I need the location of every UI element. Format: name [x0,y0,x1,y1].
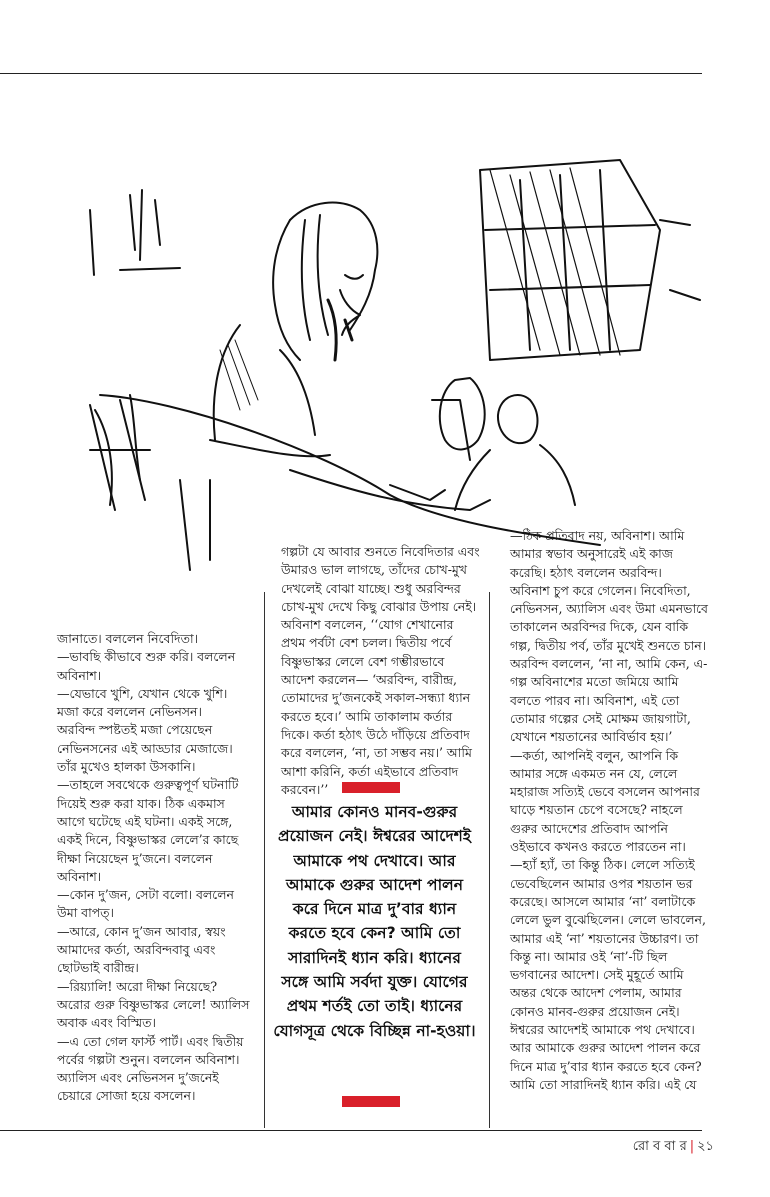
article-column-1: জানাতে। বললেন নিবেদিতা। —ভাবছি কীভাবে শুরু করি। বললেন অবিনাশ। —যেভাবে খুশি, যেখান থেকে খুশি। মজা করে বললেন নেভিনসন। অরবিন্দ স্পষ্টতই মজা পেয়েছেন নেভিনসনের এই আড্ডার মেজাজে। তাঁর মুখেও হালকা উসকানি। —তাহলে সবথেকে গুরুত্বপূর্ণ ঘটনাটি দিয়েই শুরু করা যাক। ঠিক একমাস আগে ঘটেছে এই ঘটনা। একই সঙ্গে, একই দিনে, বিষ্ণুভাস্কর লেলে’র কাছে দীক্ষা নিয়েছেন দু’জনে। বললেন অবিনাশ। —কোন দু’জন, সেটা বলো। বললেন উমা বাপত্। —আরে, কোন দু’জন আবার, স্বয়ং আমাদের কর্তা, অরবিন্দবাবু এবং ছোটভাই বারীন্দ্র। —রিয়্যালি! অরো দীক্ষা নিয়েছে? অরোর গুরু বিষ্ণুভাস্কর লেলে! অ্যালিস অবাক এবং বিস্মিত। —এ তো গেল ফার্স্ট পার্ট। এবং দ্বিতীয় পর্বের গল্পটা শুনুন। বললেন অবিনাশ। অ্যালিস এবং নেভিনসন দু’জনেই চেয়ারে সোজা হয়ে বসলেন। [57,631,250,1104]
article-column-2: গল্পটা যে আবার শুনতে নিবেদিতার এবং উমারও ভাল লাগছে, তাঁদের চোখ-মুখ দেখলেই বোঝা যাচ্ছে। শুধু অরবিন্দর চোখ-মুখ দেখে কিছু বোঝার উপায় নেই। অবিনাশ বললেন, ‘‘যোগ শেখানোর প্রথম পর্বটা বেশ চলল। দ্বিতীয় পর্বে বিষ্ণুভাস্কর লেলে বেশ গম্ভীরভাবে আদেশ করলেন— ‘অরবিন্দ, বারীন্দ্র, তোমাদের দু’জনকেই সকাল-সন্ধ্যা ধ্যান করতে হবে।’ আমি তাকালাম কর্তার দিকে। কর্তা হঠাৎ উঠে দাঁড়িয়ে প্রতিবাদ করে বললেন, ‘না, তা সম্ভব নয়।’ আমি আশা করিনি, কর্তা এইভাবে প্রতিবাদ করবেন।’’ [281,544,480,797]
footer-separator: | [689,1139,695,1154]
pull-quote-top-bar [342,782,400,793]
column-divider [264,592,265,1128]
article-column-3: —ঠিক প্রতিবাদ নয়, অবিনাশ। আমি আমার স্বভাব অনুসারেই এই কাজ করেছি। হঠাৎ বললেন অরবিন্দ। অবিনাশ চুপ করে গেলেন। নিবেদিতা, নেভিনসন, অ্যালিস এবং উমা এমনভাবে তাকালেন অরবিন্দর দিকে, যেন বাকি গল্প, দ্বিতীয় পর্ব, তাঁর মুখেই শুনতে চান। অরবিন্দ বললেন, ‘না না, আমি কেন, এ-গল্প অবিনাশের মতো জমিয়ে আমি বলতে পারব না। অবিনাশ, এই তো তোমার গল্পের সেই মোক্ষম জায়গাটা, যেখানে শয়তানের আবির্ভাব হয়।’ —কর্তা, আপনিই বলুন, আপনি কি আমার সঙ্গে একমত নন যে, লেলে মহারাজ সত্যিই ভেবে বসলেন আপনার ঘাড়ে শয়তান চেপে বসেছে? নাহলে গুরুর আদেশের প্রতিবাদ আপনি ওইভাবে কখনও করতে পারতেন না। —হ্যাঁ হ্যাঁ, তা কিন্তু ঠিক। লেলে সত্যিই ভেবেছিলেন আমার ওপর শয়তান ভর করেছে। আসলে আমার ‘না’ বলাটাকে লেলে ভুল বুঝেছিলেন। লেলে ভাবলেন, আমার এই ‘না’ শয়তানের উচ্চারণ। তা কিন্তু না। আমার ওই ‘না’-টি ছিল ভগবানের আদেশ। সেই মুহূর্তে আমি অন্তর থেকে আদেশ পেলাম, আমার কোনও মানব-গুরুর প্রয়োজন নেই। ঈশ্বরের আদেশই আমাকে পথ দেখাবে। আর আমাকে গুরুর আদেশ পালন করে দিনে মাত্র দু’বার ধ্যান করতে হবে কেন? আমি তো সারাদিনই ধ্যান করি। এই যে [510,528,708,1092]
column-divider [489,592,490,1128]
page-footer [633,1137,714,1158]
pull-quote: আমার কোনও মানব-গুরুর প্রয়োজন নেই। ঈশ্বরের আদেশই আমাকে পথ দেখাবে। আর আমাকে গুরুর আদেশ পালন করে দিনে মাত্র দু’বার ধ্যান করতে হবে কেন? আমি তো সারাদিনই ধ্যান করি। ধ্যানের সঙ্গে আমি সর্বদা যুক্ত। যোগের প্রথম শর্তই তো তাই। ধ্যানের যোগসূত্র থেকে বিচ্ছিন্ন না-হওয়া। [273,803,476,1040]
magazine-name: রো ব বা র [632,1139,687,1154]
top-rule [0,73,702,74]
pull-quote-bottom-bar [342,1096,400,1107]
page-number: ২১ [697,1139,714,1154]
illustration-sketch [60,150,700,580]
bottom-rule [0,1130,702,1131]
